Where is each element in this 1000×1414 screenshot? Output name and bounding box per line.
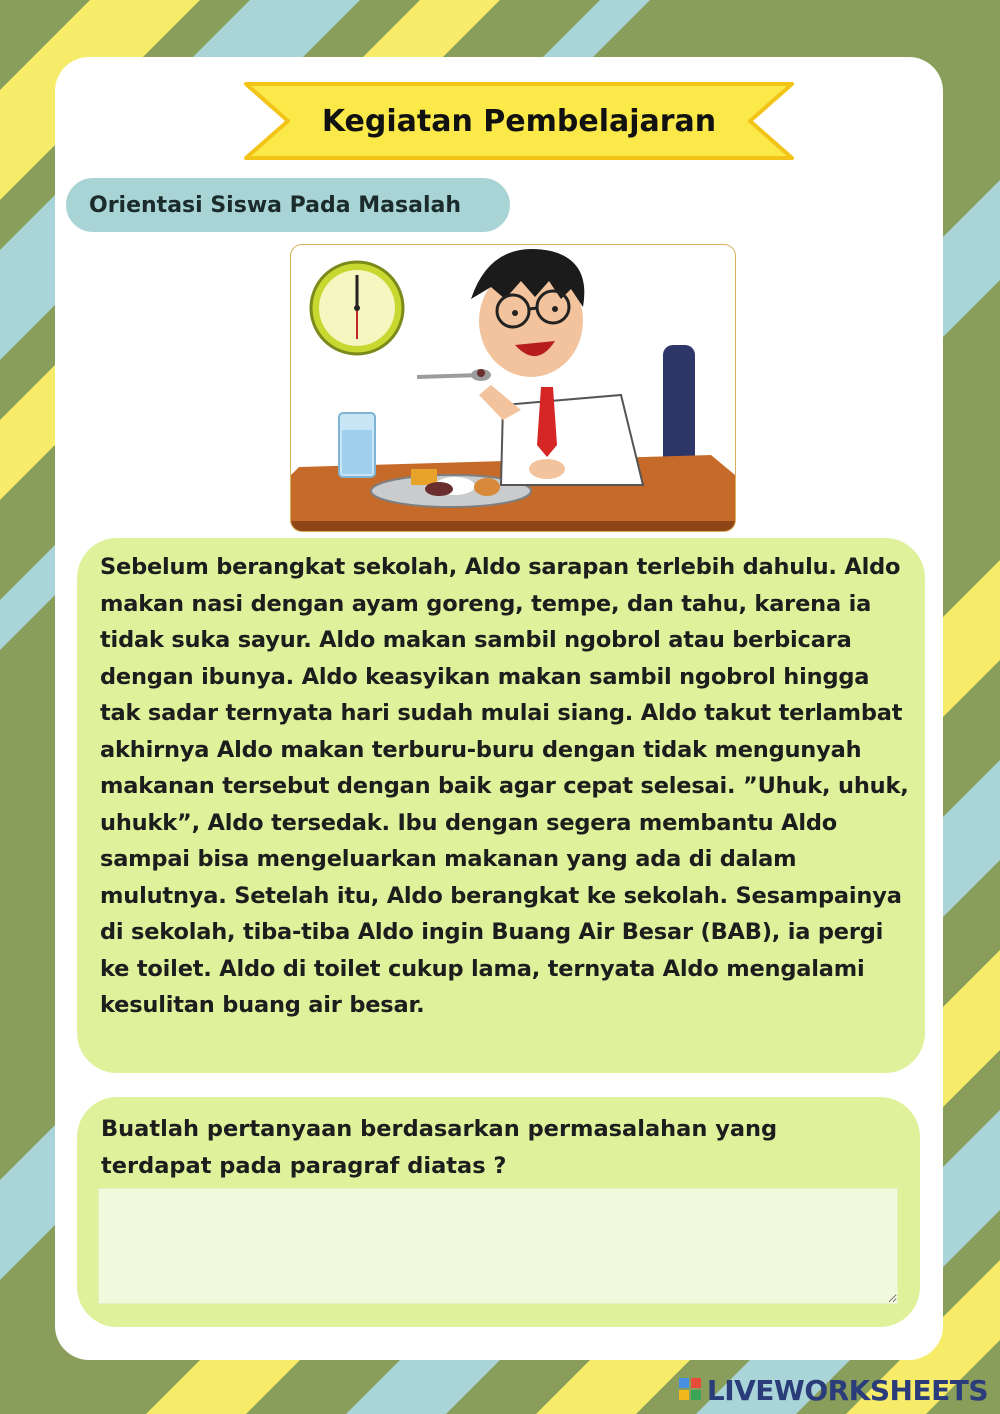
story-box: [77, 538, 925, 1073]
answer-input[interactable]: [98, 1188, 898, 1304]
liveworksheets-logo-icon: [679, 1378, 703, 1402]
section-label: Orientasi Siswa Pada Masalah: [66, 178, 510, 232]
page-title: Kegiatan Pembelajaran: [321, 103, 717, 139]
breakfast-illustration: [290, 244, 736, 532]
question-prompt: Buatlah pertanyaan berdasarkan permasalahan yang terdapat pada paragraf diatas ?: [101, 1116, 778, 1179]
liveworksheets-logo: [679, 1374, 988, 1406]
logo-text: LIVEWORKSHEETS: [706, 1373, 988, 1407]
story-text: Sebelum berangkat sekolah, Aldo sarapan terlebih dahulu. Aldo makan nasi dengan ayam goreng, tempe, dan tahu, karena ia tidak suka sayur. Aldo makan sambil ngobrol atau berbicara dengan ibunya. Aldo keasyikan makan sambil ngobrol hingga tak sadar ternyata hari sudah mulai siang. Aldo takut terlambat akhirnya Aldo makan terburu-buru dengan tidak mengunyah makanan tersebut dengan baik agar cepat selesai. ”Uhuk, uhuk, uhukk”, Aldo tersedak. Ibu dengan segera membantu Aldo sampai bisa mengeluarkan makanan yang ada di dalam mulutnya. Setelah itu, Aldo berangkat ke sekolah. Sesampainya di sekolah, tiba-tiba Aldo ingin Buang Air Besar (BAB), ia pergi ke toilet. Aldo di toilet cukup lama, ternyata Aldo mengalami kesulitan buang air besar.: [100, 554, 909, 1018]
clock-icon: [311, 262, 403, 354]
